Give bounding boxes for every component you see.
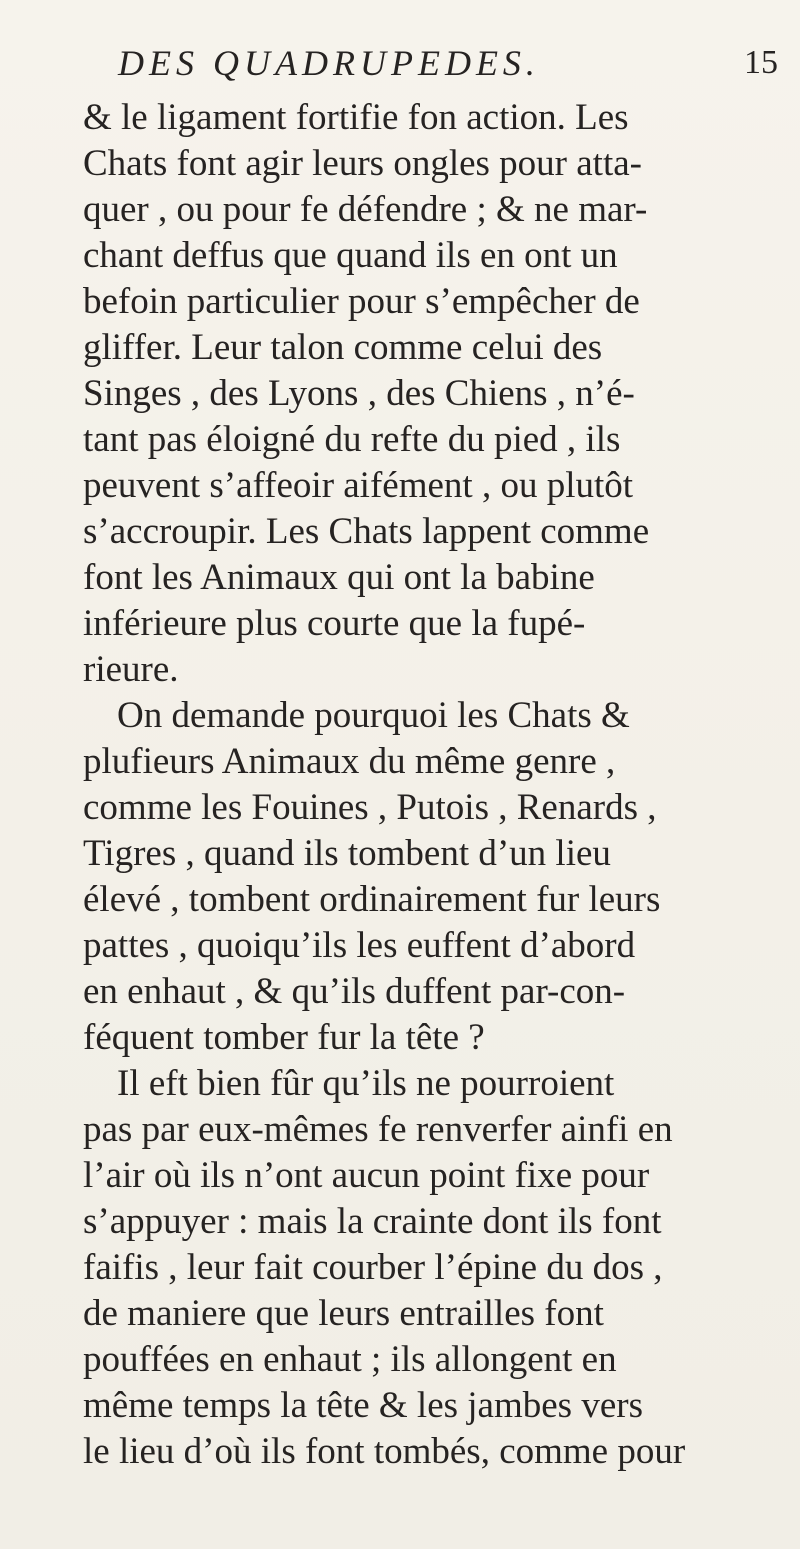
text-line: pouffées en enhaut ; ils allongent en	[83, 1339, 617, 1380]
text-line: chant deffus que quand ils en ont un	[83, 235, 618, 276]
text-line: befoin particulier pour s’empêcher de	[83, 281, 640, 322]
text-line: tant pas éloigné du refte du pied , ils	[83, 419, 621, 460]
page-header	[118, 42, 778, 92]
paragraph-start-line: Il eft bien fûr qu’ils ne pourroient	[117, 1063, 615, 1104]
text-line: s’appuyer : mais la crainte dont ils font	[83, 1201, 662, 1242]
text-line: de maniere que leurs entrailles font	[83, 1293, 604, 1334]
text-line: l’air où ils n’ont aucun point fixe pour	[83, 1155, 650, 1196]
text-line: quer , ou pour fe défendre ; & ne mar-	[83, 189, 648, 230]
text-line: inférieure plus courte que la fupé-	[83, 603, 586, 644]
text-line: Singes , des Lyons , des Chiens , n’é-	[83, 373, 635, 414]
text-line: plufieurs Animaux du même genre ,	[83, 741, 616, 782]
text-line: gliffer. Leur talon comme celui des	[83, 327, 603, 368]
text-line: féquent tomber fur la tête ?	[83, 1017, 485, 1058]
text-line: le lieu d’où ils font tombés, comme pour	[83, 1431, 686, 1472]
running-title: DES QUADRUPEDES.	[118, 43, 540, 83]
page-number: 15	[744, 44, 778, 81]
text-line: Chats font agir leurs ongles pour atta-	[83, 143, 642, 184]
text-line: & le ligament fortifie fon action. Les	[83, 97, 629, 138]
text-line: Tigres , quand ils tombent d’un lieu	[83, 833, 611, 874]
text-line: peuvent s’affeoir aifément , ou plutôt	[83, 465, 634, 506]
text-line: élevé , tombent ordinairement fur leurs	[83, 879, 661, 920]
text-line: en enhaut , & qu’ils duffent par-con-	[83, 971, 626, 1012]
text-line: font les Animaux qui ont la babine	[83, 557, 595, 598]
text-line: s’accroupir. Les Chats lappent comme	[83, 511, 650, 552]
text-line: faifis , leur fait courber l’épine du dos ,	[83, 1247, 663, 1288]
text-line: comme les Fouines , Putois , Renards ,	[83, 787, 657, 828]
paragraph-start-line: On demande pourquoi les Chats &	[117, 695, 630, 736]
text-line: même temps la tête & les jambes vers	[83, 1385, 643, 1426]
text-line: pas par eux-mêmes fe renverfer ainfi en	[83, 1109, 673, 1150]
text-line: pattes , quoiqu’ils les euffent d’abord	[83, 925, 636, 966]
text-line: rieure.	[83, 649, 179, 690]
